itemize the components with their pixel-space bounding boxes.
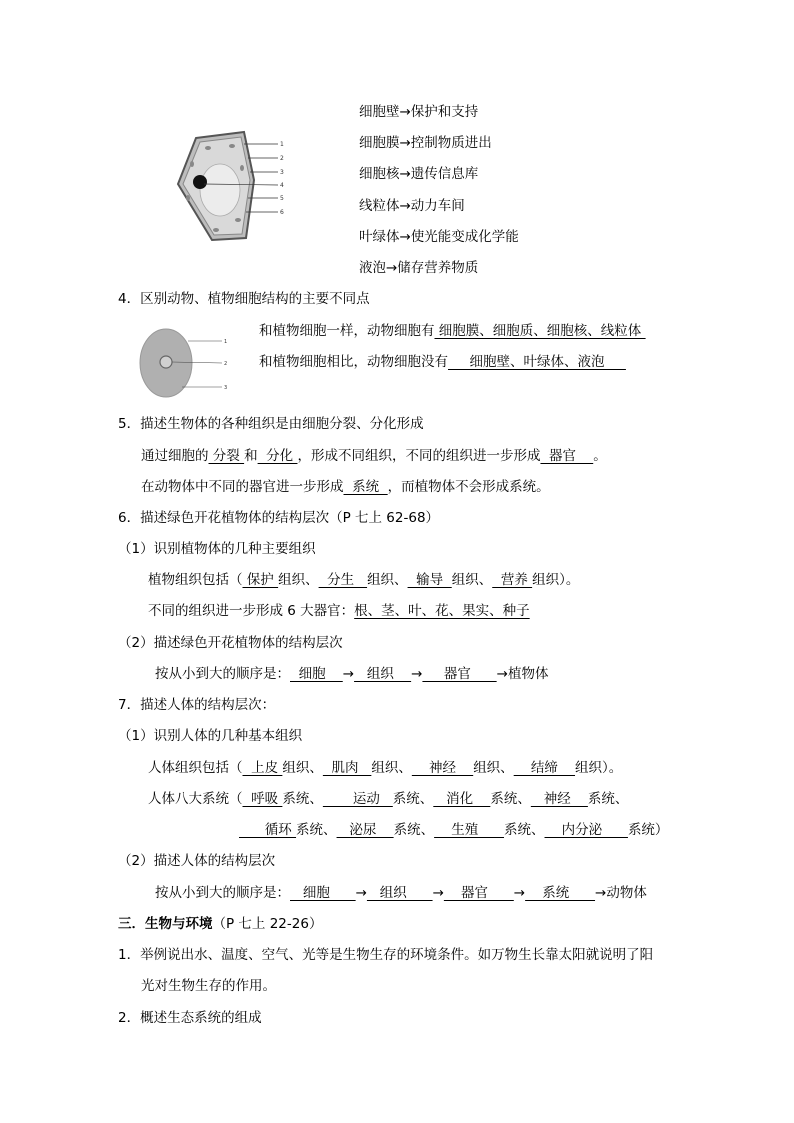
text-span: 组织、	[473, 760, 514, 776]
answer-muscle: 肌肉	[322, 760, 372, 776]
plant-cell-label-1: 1	[280, 141, 284, 148]
animal-cell-lacks-answer: 细胞壁、叶绿体、液泡	[448, 354, 626, 370]
text-span: 按从小到大的顺序是：	[155, 666, 290, 682]
text-span: 系统、	[282, 791, 323, 807]
answer-organ: 器官	[540, 448, 594, 464]
plant-cell-label-4: 4	[280, 182, 284, 189]
section-3-item-2: 2．概述生态系统的组成	[118, 1010, 262, 1026]
vacuole	[200, 164, 240, 216]
plant-cell-label-5: 5	[280, 195, 284, 202]
plant-order-line	[155, 664, 548, 684]
answer-nutritive: 营养	[492, 572, 533, 588]
answer-endocrine: 内分泌	[544, 822, 628, 838]
animal-cell-label-1: 1	[224, 339, 228, 345]
answer-connective: 结缔	[513, 760, 576, 776]
text-span: 人体组织包括（	[148, 760, 243, 776]
answer-organ: 器官	[422, 666, 497, 682]
answer-circulatory: 循环	[239, 822, 297, 838]
function-nucleus: 细胞核→遗传信息库	[359, 166, 479, 182]
answer-motor: 运动	[322, 791, 393, 807]
text-span: 组织、	[282, 760, 323, 776]
arrow: →	[595, 885, 607, 901]
text-span: 植物体	[507, 666, 549, 682]
answer-cell: 细胞	[290, 885, 356, 901]
answer-digestive: 消化	[433, 791, 491, 807]
plant-organ-line	[148, 601, 530, 621]
answer-epithelial: 上皮	[242, 760, 283, 776]
answer-nervous-system: 神经	[530, 791, 588, 807]
animal-cell-has-answer: 细胞膜、细胞质、细胞核、线粒体	[434, 323, 646, 339]
animal-cell-has-line	[259, 321, 646, 341]
arrow: →	[355, 885, 367, 901]
answer-protective: 保护	[242, 572, 279, 588]
answer-system: 系统	[525, 885, 596, 901]
answer-conducting: 输导	[407, 572, 452, 588]
answer-cell: 细胞	[290, 666, 343, 682]
text-span: 人体八大系统（	[148, 791, 243, 807]
animal-cell-lacks-line	[259, 352, 626, 372]
human-systems-line-2	[239, 820, 668, 840]
answer-division: 分裂	[208, 448, 245, 464]
text-span: 组织、	[451, 572, 493, 588]
section-6-sub-1: （1）识别植物体的几种主要组织	[118, 541, 316, 557]
arrow: →	[496, 666, 508, 682]
arrow: →	[432, 885, 444, 901]
section-3-heading	[118, 914, 322, 934]
answer-tissue: 组织	[354, 666, 412, 682]
text-span: 系统、	[587, 791, 629, 807]
answer-reproductive: 生殖	[434, 822, 505, 838]
section-6-heading: 6．描述绿色开花植物体的结构层次（P 七上 62-68）	[118, 510, 440, 526]
text-span: 系统、	[504, 822, 545, 838]
text-span: 系统、	[296, 822, 337, 838]
text-span: 和	[244, 448, 258, 464]
answer-system: 系统	[343, 479, 388, 495]
arrow: →	[342, 666, 355, 682]
text-span: 在动物体中不同的器官进一步形成	[141, 479, 344, 495]
function-vacuole: 液泡→储存营养物质	[359, 260, 479, 276]
text-span: ，形成不同组织，不同的组织进一步形成	[297, 448, 541, 464]
section-3-item-1-line-1: 1．举例说出水、温度、空气、光等是生物生存的环境条件。如万物生长靠太阳就说明了阳	[118, 947, 654, 963]
section-4-heading: 4．区别动物、植物细胞结构的主要不同点	[118, 291, 370, 307]
section-7-sub-2: （2）描述人体的结构层次	[118, 853, 276, 869]
section-5-line-1	[141, 446, 607, 466]
answer-tissue: 组织	[366, 885, 433, 901]
animal-cell-diagram	[138, 327, 230, 401]
text-span: 动物体	[606, 885, 647, 901]
text-span: 组织）。	[575, 760, 623, 776]
answer-differentiation: 分化	[257, 448, 298, 464]
human-order-line	[155, 883, 647, 903]
animal-cell-lacks-prefix: 和植物细胞相比，动物细胞没有	[259, 354, 448, 370]
answer-organ: 器官	[443, 885, 514, 901]
arrow: →	[513, 885, 526, 901]
text-span: 组织、	[371, 760, 412, 776]
animal-cell-nucleus	[160, 356, 172, 368]
section-7-heading: 7．描述人体的结构层次：	[118, 697, 276, 713]
answer-nervous: 神经	[411, 760, 474, 776]
text-span: 。	[593, 448, 607, 464]
text-span: 通过细胞的	[141, 448, 209, 464]
answer-six-organs: 根、茎、叶、花、果实、种子	[354, 603, 530, 619]
text-span: 系统、	[393, 822, 435, 838]
animal-cell-label-2: 2	[224, 361, 228, 367]
text-span: 组织、	[278, 572, 319, 588]
plant-cell-label-3: 3	[280, 169, 284, 176]
text-span: 按从小到大的顺序是：	[155, 885, 290, 901]
function-mitochondria: 线粒体→动力车间	[359, 198, 465, 214]
function-cell-wall: 细胞壁→保护和支持	[359, 104, 479, 120]
plant-tissue-line	[148, 570, 579, 590]
text-span: 系统、	[392, 791, 434, 807]
human-systems-line-1	[148, 789, 628, 809]
text-span: 植物组织包括（	[148, 572, 243, 588]
animal-cell-has-prefix: 和植物细胞一样，动物细胞有	[259, 323, 435, 339]
text-span: 系统）	[627, 822, 669, 838]
answer-meristematic: 分生	[318, 572, 368, 588]
section-7-sub-1: （1）识别人体的几种基本组织	[118, 728, 303, 744]
text-span: 组织）。	[532, 572, 580, 588]
text-span: 系统、	[490, 791, 531, 807]
animal-cell-label-3: 3	[224, 385, 228, 391]
section-3-ref: （P 七上 22-26）	[212, 916, 323, 932]
human-tissue-line	[148, 758, 622, 778]
plant-cell-label-6: 6	[280, 209, 284, 216]
section-3-item-1-line-2: 光对生物生存的作用。	[141, 978, 276, 994]
section-5-heading: 5．描述生物体的各种组织是由细胞分裂、分化形成	[118, 416, 424, 432]
section-5-line-2	[141, 477, 550, 497]
plant-cell-label-2: 2	[280, 155, 284, 162]
function-chloroplast: 叶绿体→使光能变成化学能	[359, 229, 519, 245]
arrow: →	[411, 666, 423, 682]
text-span: 组织、	[367, 572, 408, 588]
text-span: ，而植物体不会形成系统。	[387, 479, 550, 495]
plant-cell-diagram	[172, 128, 292, 246]
nucleus	[193, 175, 207, 189]
section-3-title: 三．生物与环境	[118, 916, 213, 932]
text-span: 不同的组织进一步形成 6 大器官：	[148, 603, 355, 619]
function-cell-membrane: 细胞膜→控制物质进出	[359, 135, 492, 151]
answer-respiratory: 呼吸	[242, 791, 283, 807]
section-6-sub-2: （2）描述绿色开花植物体的结构层次	[118, 635, 343, 651]
answer-urinary: 泌尿	[336, 822, 394, 838]
